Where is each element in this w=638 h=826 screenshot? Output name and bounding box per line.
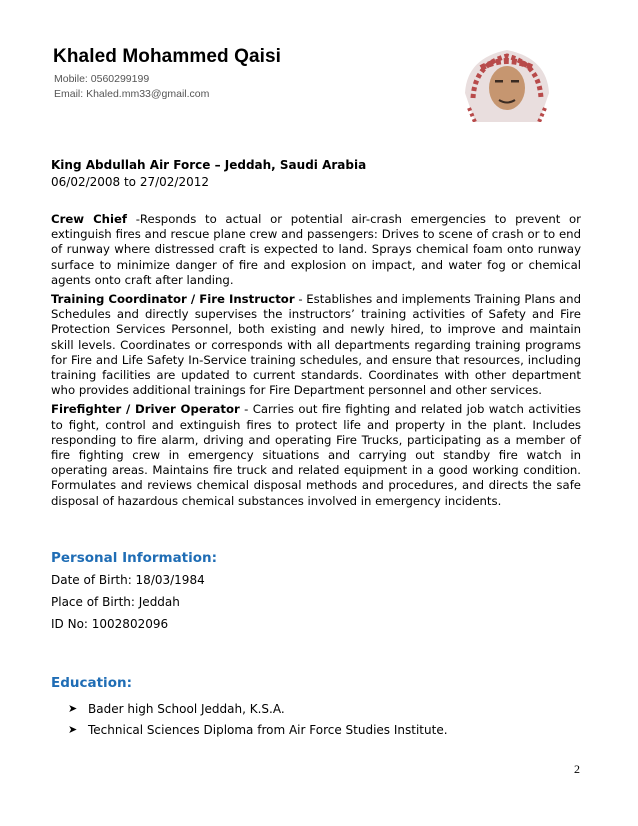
list-item [68,719,448,740]
education-heading: Education: [51,675,132,691]
role-crew-chief [51,212,581,288]
role-description: - Carries out fire fighting and related job watch activities to fight, control and extinguish fires to protect life and property in the plant. Includes responding to fire alarm, driving and operating Fire Trucks, participating as a member of fire fighting crew in emergency situations and carrying out standby fire watch in operating areas. Maintains fire truck and related equipment in a good working condition. Formulates and reviews chemical disposal methods and procedures, and directs the safe disposal of hazardous chemical substances involved in emergency incidents. [51,402,581,508]
education-item: Technical Sciences Diploma from Air Force Studies Institute. [88,722,448,737]
education-list [68,698,448,740]
arrow-bullet-icon: ➤ [68,702,78,715]
employment-dates: 06/02/2008 to 27/02/2012 [51,175,210,189]
profile-photo [445,38,569,122]
education-item: Bader high School Jeddah, K.S.A. [88,701,285,716]
role-description: - Establishes and implements Training Plans and Schedules and directly supervises the instructors’ training activities of Safety and Fire Protection Services Personnel, both existing and newly hired, to improve and maintain skill levels. Coordinates or corresponds with all departments regarding training programs for Fire and Life Safety In-Service training schedules, and ensure that resources, including training facilities are updated to current standards. Coordinates with other department who provides additional trainings for Fire Department personnel and other services. [51,292,581,398]
role-title: Crew Chief [51,212,128,226]
role-title: Training Coordinator / Fire Instructor [51,292,295,307]
role-title: Firefighter / Driver Operator [51,402,240,417]
role-description: -Responds to actual or potential air-crash emergencies to prevent or extinguish fires and rescue plane crew and passengers: Drives to scene of crash or to end of runway where distressed craft is expected to land. Sprays chemical foam onto runway surface to minimize danger of fire and explosion on impact, and water fog or chemical agents onto craft after landing. [51,212,581,287]
mobile-number: Mobile: 0560299199 [54,73,150,85]
email-address: Email: Khaled.mm33@gmail.com [54,88,210,100]
page-number: 2 [574,762,580,776]
role-training-coordinator [51,292,581,398]
id-number: ID No: 1002802096 [51,617,169,631]
role-list [51,212,581,513]
place-of-birth: Place of Birth: Jeddah [51,595,180,609]
candidate-name: Khaled Mohammed Qaisi [53,46,282,67]
role-firefighter [51,402,581,508]
employer-name: King Abdullah Air Force – Jeddah, Saudi Arabia [51,158,367,172]
date-of-birth: Date of Birth: 18/03/1984 [51,573,205,587]
list-item [68,698,448,719]
personal-info-heading: Personal Information: [51,550,218,566]
arrow-bullet-icon: ➤ [68,723,78,736]
